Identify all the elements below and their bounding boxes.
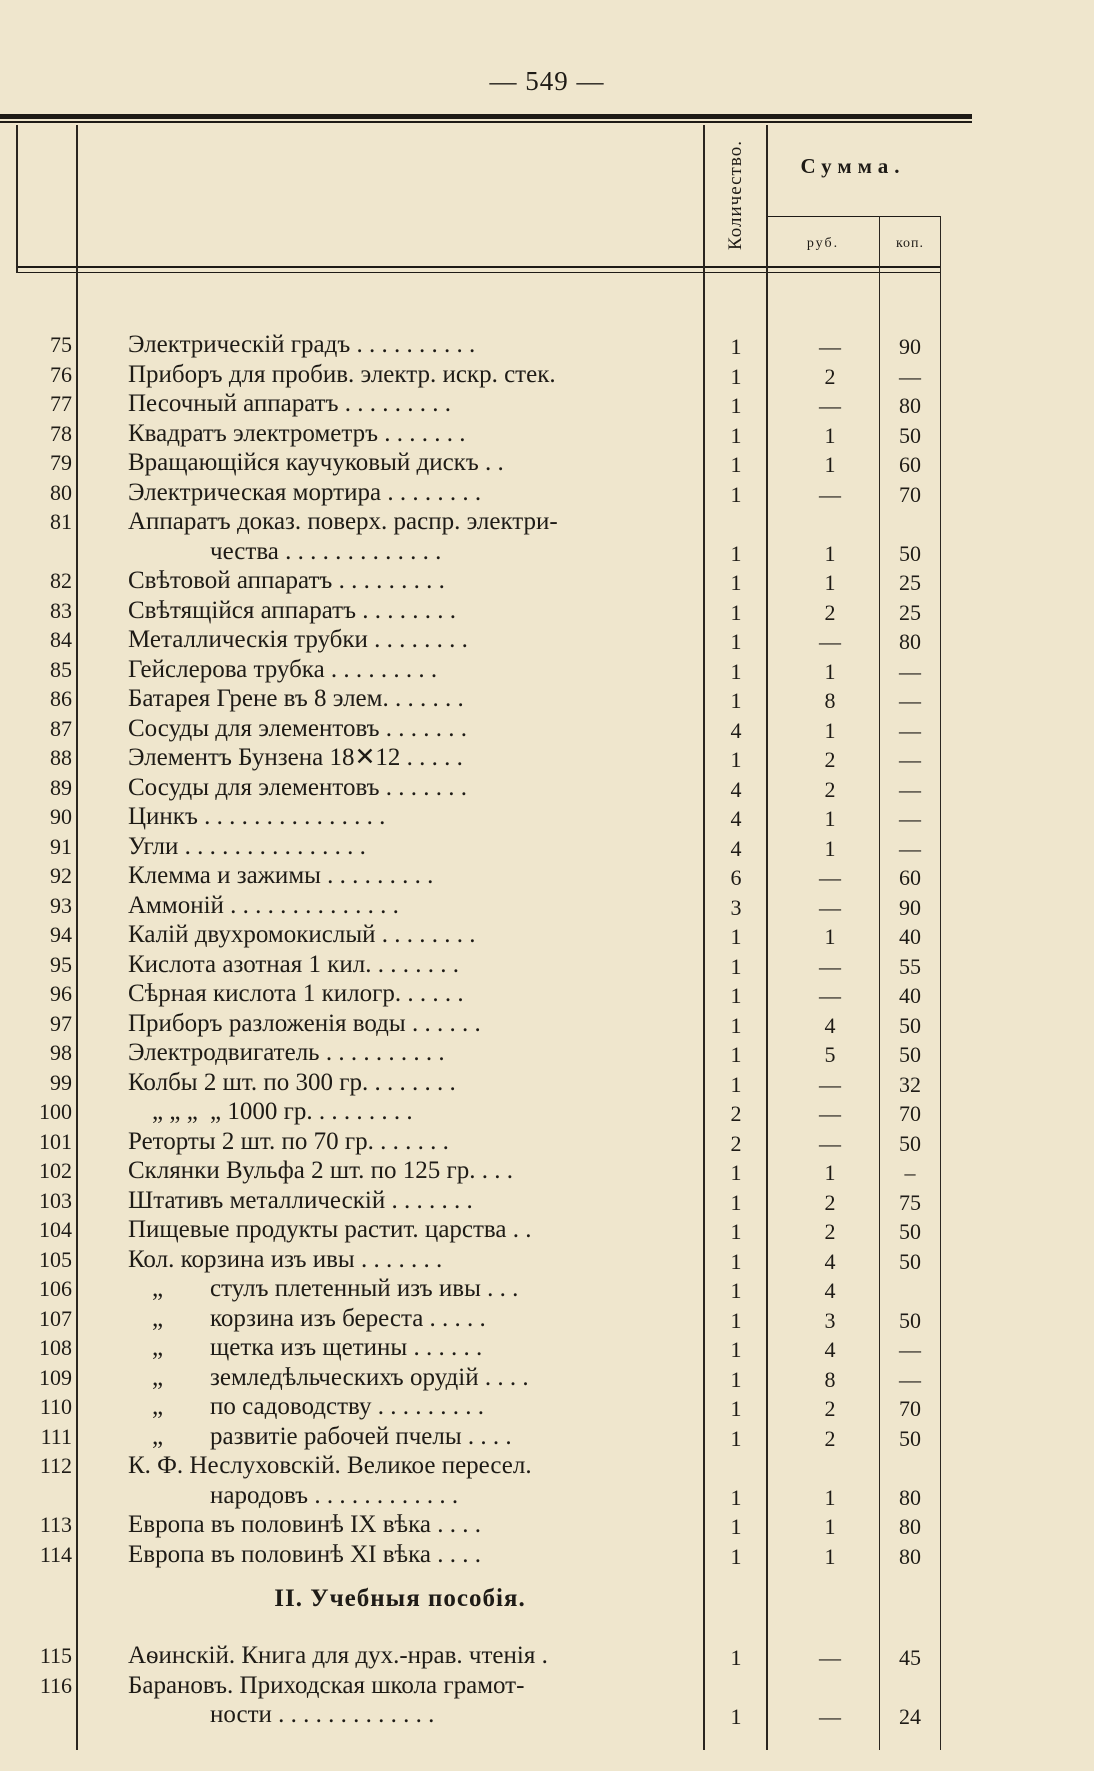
- top-rule-thick: [0, 114, 972, 119]
- col-line-left: [16, 125, 18, 273]
- table-row: [0, 832, 1094, 862]
- item-rub: 4: [824, 1337, 836, 1362]
- table-row: [0, 360, 1094, 390]
- item-number: 87: [50, 715, 72, 741]
- item-number: 81: [50, 509, 72, 534]
- table-row: [0, 1304, 1094, 1334]
- item-quantity: 1: [730, 1219, 742, 1244]
- table-row: [0, 330, 1094, 360]
- item-title: Гейслерова трубка . . . . . . . . .: [128, 655, 438, 683]
- item-rub: 1: [824, 452, 836, 477]
- item-rub: —: [819, 1101, 841, 1126]
- item-quantity: 1: [730, 924, 742, 949]
- item-rub: —: [819, 1704, 841, 1729]
- item-quantity: 1: [730, 658, 742, 684]
- item-kop: 40: [899, 924, 921, 949]
- table-row: [0, 684, 1094, 714]
- item-number: 97: [50, 1010, 72, 1036]
- item-kop: —: [899, 1337, 921, 1362]
- item-title: Аѳинскій. Книга для дух.-нрав. чтенія .: [128, 1642, 548, 1669]
- item-title: Угли . . . . . . . . . . . . . . .: [128, 832, 366, 860]
- item-kop: 50: [899, 1425, 921, 1451]
- item-number: 89: [50, 774, 72, 800]
- item-kop: 25: [899, 570, 921, 595]
- item-rub: —: [819, 481, 841, 507]
- item-title: Сосуды для элементовъ . . . . . . .: [128, 773, 468, 801]
- table-row: [0, 1333, 1094, 1363]
- ditto-mark: „: [152, 1363, 164, 1391]
- item-title: Электрическій градъ . . . . . . . . . .: [128, 331, 476, 358]
- item-number: 100: [39, 1099, 72, 1124]
- table-row: [0, 1510, 1094, 1540]
- table-row: [0, 1363, 1094, 1393]
- item-kop: 90: [899, 334, 921, 359]
- item-number: 93: [50, 892, 72, 918]
- item-title: Квадратъ электрометръ . . . . . . .: [128, 419, 466, 447]
- item-title: К. Ф. Неслуховскій. Великое пересел.: [128, 1452, 532, 1479]
- item-kop: 80: [899, 393, 921, 418]
- item-kop: —: [899, 1366, 921, 1392]
- item-title: по садоводству . . . . . . . . .: [210, 1393, 484, 1420]
- item-rub: 2: [824, 1189, 836, 1215]
- item-number: 79: [50, 450, 72, 475]
- table-row: [0, 743, 1094, 773]
- item-title: земледѣльческихъ орудій . . . .: [210, 1363, 529, 1391]
- item-title: развитіе рабочей пчелы . . . .: [210, 1422, 512, 1450]
- item-number: 110: [39, 1394, 72, 1419]
- item-kop: 60: [899, 865, 921, 890]
- item-title: Клемма и зажимы . . . . . . . . .: [128, 862, 434, 889]
- item-kop: 50: [899, 1219, 921, 1244]
- item-quantity: 4: [730, 806, 742, 831]
- item-rub: —: [819, 1645, 841, 1670]
- item-kop: 50: [899, 1130, 921, 1156]
- item-number: 77: [50, 391, 72, 416]
- item-number: 102: [39, 1158, 72, 1183]
- item-number: 101: [39, 1128, 72, 1154]
- item-title: Электрическая мортира . . . . . . . .: [128, 478, 482, 506]
- item-title: Аммоній . . . . . . . . . . . . . .: [128, 891, 399, 919]
- item-number: 109: [39, 1364, 72, 1390]
- item-rub: 1: [824, 1484, 836, 1510]
- table-row: [0, 566, 1094, 596]
- item-quantity: 1: [730, 393, 742, 418]
- table-row: [0, 389, 1094, 419]
- item-title: Реторты 2 шт. по 70 гр. . . . . . .: [128, 1127, 449, 1155]
- item-quantity: 1: [730, 1307, 742, 1333]
- item-rub: —: [819, 983, 841, 1008]
- table-row: [0, 1097, 1094, 1127]
- item-rub: 4: [824, 1012, 836, 1038]
- item-title: Штативъ металлическій . . . . . . .: [128, 1186, 473, 1214]
- item-rub: —: [819, 1071, 841, 1097]
- top-rule-thin: [0, 121, 972, 123]
- item-kop: 80: [899, 1484, 921, 1510]
- item-quantity: 1: [730, 1189, 742, 1215]
- item-rub: —: [819, 1130, 841, 1156]
- item-kop: 40: [899, 983, 921, 1008]
- table-row: [0, 1127, 1094, 1157]
- item-number: 108: [39, 1335, 72, 1360]
- item-rub: —: [819, 894, 841, 920]
- header-sum: Сумма.: [800, 154, 906, 178]
- item-title: Европа въ половинѣ XI вѣка . . . .: [128, 1540, 481, 1568]
- item-rub: 1: [824, 658, 836, 684]
- item-rub: —: [819, 953, 841, 979]
- item-kop: —: [899, 776, 921, 802]
- table-row: [0, 1422, 1094, 1452]
- item-rub: 2: [824, 363, 836, 389]
- item-quantity: 1: [730, 1366, 742, 1392]
- item-rub: 4: [824, 1278, 836, 1303]
- item-quantity: 1: [730, 363, 742, 389]
- table-row: [0, 1671, 1094, 1730]
- item-rub: 2: [824, 747, 836, 772]
- table-row: [0, 802, 1094, 832]
- ditto-mark: „: [152, 1334, 164, 1361]
- item-quantity: 1: [730, 422, 742, 448]
- item-kop: 70: [899, 1396, 921, 1421]
- item-title: Калій двухромокислый . . . . . . . .: [128, 921, 476, 948]
- item-kop: —: [899, 835, 921, 861]
- item-number: 104: [39, 1217, 72, 1242]
- table-row: [0, 448, 1094, 478]
- item-title: Вращающійся каучуковый дискъ . .: [128, 449, 504, 476]
- item-number: 86: [50, 686, 72, 711]
- item-rub: 1: [824, 717, 836, 743]
- item-title: Сосуды для элементовъ . . . . . . .: [128, 714, 468, 742]
- item-kop: —: [899, 363, 921, 389]
- item-rub: 1: [824, 570, 836, 595]
- item-kop: —: [899, 747, 921, 772]
- ditto-mark: „: [152, 1393, 164, 1420]
- item-kop: 90: [899, 894, 921, 920]
- section-title: II. Учебныя пособія.: [274, 1585, 526, 1612]
- ditto-mark: „: [152, 1275, 164, 1302]
- item-title: ности . . . . . . . . . . . . .: [210, 1701, 435, 1728]
- item-number: 85: [50, 656, 72, 682]
- item-rub: 3: [824, 1307, 836, 1333]
- item-title: Свѣтовой аппаратъ . . . . . . . . .: [128, 567, 445, 594]
- item-number: 90: [50, 804, 72, 829]
- item-title: Колбы 2 шт. по 300 гр. . . . . . . .: [128, 1068, 456, 1096]
- table-row: [0, 507, 1094, 566]
- item-quantity: 1: [730, 599, 742, 625]
- item-number: 106: [39, 1276, 72, 1301]
- item-kop: 50: [899, 540, 921, 566]
- item-kop: 45: [899, 1645, 921, 1670]
- item-rub: 1: [824, 924, 836, 949]
- item-title: Пищевые продукты растит. царства . .: [128, 1216, 532, 1243]
- item-rub: 5: [824, 1042, 836, 1067]
- item-kop: 25: [899, 599, 921, 625]
- item-title: Электродвигатель . . . . . . . . . .: [128, 1039, 445, 1066]
- item-number: 78: [50, 420, 72, 446]
- item-number: 103: [39, 1187, 72, 1213]
- item-number: 112: [39, 1453, 72, 1478]
- item-kop: 80: [899, 1514, 921, 1539]
- item-kop: —: [899, 688, 921, 713]
- item-quantity: 1: [730, 1012, 742, 1038]
- item-kop: 80: [899, 1543, 921, 1569]
- table-row: [0, 1009, 1094, 1039]
- item-number: 83: [50, 597, 72, 623]
- item-number: 91: [50, 833, 72, 859]
- item-number: 76: [50, 361, 72, 387]
- item-title: Европа въ половинѣ IX вѣка . . . .: [128, 1511, 481, 1538]
- item-title: чества . . . . . . . . . . . . .: [210, 537, 442, 565]
- item-kop: 24: [899, 1704, 921, 1729]
- item-kop: —: [899, 717, 921, 743]
- item-rub: 1: [824, 1514, 836, 1539]
- item-quantity: 1: [730, 1042, 742, 1067]
- item-quantity: 4: [730, 835, 742, 861]
- item-rub: 1: [824, 1543, 836, 1569]
- item-number: 111: [40, 1423, 72, 1449]
- header-rule-1: [16, 266, 940, 268]
- item-quantity: 1: [730, 481, 742, 507]
- table-row: [0, 950, 1094, 980]
- item-quantity: 1: [730, 1543, 742, 1569]
- table-row: [0, 596, 1094, 626]
- item-number: 95: [50, 951, 72, 977]
- table-row: [0, 1186, 1094, 1216]
- header-rub: руб.: [806, 236, 840, 251]
- item-title: Элементъ Бунзена 18✕12 . . . . .: [128, 744, 463, 771]
- item-rub: —: [819, 393, 841, 418]
- item-rub: 8: [824, 1366, 836, 1392]
- table-row: [0, 979, 1094, 1009]
- item-quantity: 1: [730, 1160, 742, 1185]
- item-quantity: 1: [730, 629, 742, 654]
- sum-subrule: [768, 216, 940, 217]
- table-row: [0, 920, 1094, 950]
- item-title: Цинкъ . . . . . . . . . . . . . . .: [128, 803, 386, 830]
- item-number: 114: [39, 1541, 72, 1567]
- ditto-mark: „ „ „: [152, 1098, 198, 1125]
- item-rub: —: [819, 629, 841, 654]
- item-title: Аппаратъ доказ. поверх. распр. электри-: [128, 508, 558, 535]
- item-quantity: 1: [730, 1704, 742, 1729]
- table-row: [0, 1451, 1094, 1510]
- item-rub: —: [819, 334, 841, 359]
- item-title: щетка изъ щетины . . . . . .: [210, 1334, 483, 1361]
- item-number: 75: [50, 332, 72, 357]
- item-title: Барановъ. Приходская школа грамот-: [128, 1671, 525, 1699]
- table-row: [0, 714, 1094, 744]
- table-row: [0, 419, 1094, 449]
- item-quantity: 1: [730, 452, 742, 477]
- item-number: 88: [50, 745, 72, 770]
- item-number: 115: [39, 1643, 72, 1668]
- table-row: [0, 861, 1094, 891]
- item-number: 105: [39, 1246, 72, 1272]
- item-rub: 2: [824, 599, 836, 625]
- item-title: Кол. корзина изъ ивы . . . . . . .: [128, 1245, 443, 1273]
- table-row: [0, 773, 1094, 803]
- item-number: 84: [50, 627, 72, 652]
- item-quantity: 1: [730, 1484, 742, 1510]
- item-number: 116: [39, 1672, 72, 1698]
- item-quantity: 1: [730, 1514, 742, 1539]
- item-kop: 80: [899, 629, 921, 654]
- item-quantity: 1: [730, 1248, 742, 1274]
- item-title: Металлическія трубки . . . . . . . .: [128, 626, 468, 653]
- item-quantity: 1: [730, 953, 742, 979]
- item-kop: 60: [899, 452, 921, 477]
- item-quantity: 4: [730, 717, 742, 743]
- page-number: — 549 —: [489, 66, 605, 96]
- item-kop: 50: [899, 1307, 921, 1333]
- item-quantity: 2: [730, 1130, 742, 1156]
- item-number: 96: [50, 981, 72, 1006]
- item-quantity: 1: [730, 570, 742, 595]
- item-quantity: 6: [730, 865, 742, 890]
- table-row: [0, 1641, 1094, 1671]
- item-quantity: 3: [730, 894, 742, 920]
- item-kop: 75: [899, 1189, 921, 1215]
- item-title: Свѣтящійся аппаратъ . . . . . . . .: [128, 596, 456, 624]
- table-row: [0, 891, 1094, 921]
- item-title: „ 1000 гр. . . . . . . . .: [210, 1098, 413, 1125]
- item-quantity: 1: [730, 747, 742, 772]
- header-rule-2: [16, 272, 940, 273]
- item-rub: 2: [824, 1425, 836, 1451]
- table-row: [0, 1540, 1094, 1570]
- item-kop: 32: [899, 1071, 921, 1097]
- header-quantity: Количество.: [725, 140, 747, 250]
- item-quantity: 1: [730, 1278, 742, 1303]
- item-number: 98: [50, 1040, 72, 1065]
- item-kop: 50: [899, 422, 921, 448]
- item-kop: 50: [899, 1012, 921, 1038]
- item-quantity: 1: [730, 983, 742, 1008]
- item-rub: 2: [824, 776, 836, 802]
- table-row: [0, 1068, 1094, 1098]
- table-row: [0, 1038, 1094, 1068]
- item-title: Кислота азотная 1 кил. . . . . . . .: [128, 950, 460, 978]
- item-number: 99: [50, 1069, 72, 1095]
- table-row: [0, 1274, 1094, 1304]
- item-rub: 4: [824, 1248, 836, 1274]
- table-row: [0, 478, 1094, 508]
- item-kop: —: [899, 658, 921, 684]
- item-quantity: 1: [730, 1337, 742, 1362]
- table-row: [0, 655, 1094, 685]
- item-quantity: 1: [730, 1645, 742, 1670]
- item-quantity: 1: [730, 334, 742, 359]
- item-rub: 2: [824, 1396, 836, 1421]
- item-kop: 70: [899, 481, 921, 507]
- item-number: 94: [50, 922, 72, 947]
- table-row: [0, 1245, 1094, 1275]
- item-quantity: 1: [730, 1396, 742, 1421]
- ditto-mark: „: [152, 1304, 164, 1332]
- table-row: [0, 1156, 1094, 1186]
- item-rub: 1: [824, 1160, 836, 1185]
- item-quantity: 1: [730, 1425, 742, 1451]
- item-kop: —: [899, 806, 921, 831]
- item-rub: 2: [824, 1219, 836, 1244]
- item-rub: 1: [824, 540, 836, 566]
- item-number: 107: [39, 1305, 72, 1331]
- item-quantity: 1: [730, 688, 742, 713]
- item-rub: 1: [824, 835, 836, 861]
- item-rub: 8: [824, 688, 836, 713]
- table-row: [0, 1215, 1094, 1245]
- item-quantity: 1: [730, 540, 742, 566]
- item-quantity: 2: [730, 1101, 742, 1126]
- item-kop: –: [904, 1160, 916, 1185]
- item-kop: 50: [899, 1248, 921, 1274]
- item-title: Приборъ для пробив. электр. искр. стек.: [128, 360, 556, 388]
- item-title: Сѣрная кислота 1 килогр. . . . . .: [128, 980, 464, 1007]
- item-quantity: 4: [730, 776, 742, 802]
- item-number: 92: [50, 863, 72, 888]
- item-title: Склянки Вульфа 2 шт. по 125 гр. . . .: [128, 1157, 514, 1184]
- item-number: 82: [50, 568, 72, 593]
- table-row: [0, 1392, 1094, 1422]
- item-rub: —: [819, 865, 841, 890]
- item-title: Песочный аппаратъ . . . . . . . . .: [128, 390, 452, 417]
- ditto-mark: „: [152, 1422, 164, 1450]
- item-rub: 1: [824, 806, 836, 831]
- item-title: Приборъ разложенія воды . . . . . .: [128, 1009, 481, 1037]
- table-row: [0, 625, 1094, 655]
- item-kop: 50: [899, 1042, 921, 1067]
- item-kop: 55: [899, 953, 921, 979]
- item-title: народовъ . . . . . . . . . . . .: [210, 1481, 459, 1509]
- item-number: 80: [50, 479, 72, 505]
- item-title: Батарея Грене въ 8 элем. . . . . . .: [128, 685, 464, 712]
- item-quantity: 1: [730, 1071, 742, 1097]
- item-title: стулъ плетенный изъ ивы . . .: [210, 1275, 519, 1302]
- item-number: 113: [39, 1512, 72, 1537]
- item-rub: 1: [824, 422, 836, 448]
- item-title: корзина изъ береста . . . . .: [210, 1304, 486, 1332]
- item-kop: 70: [899, 1101, 921, 1126]
- header-kop: коп.: [895, 236, 925, 251]
